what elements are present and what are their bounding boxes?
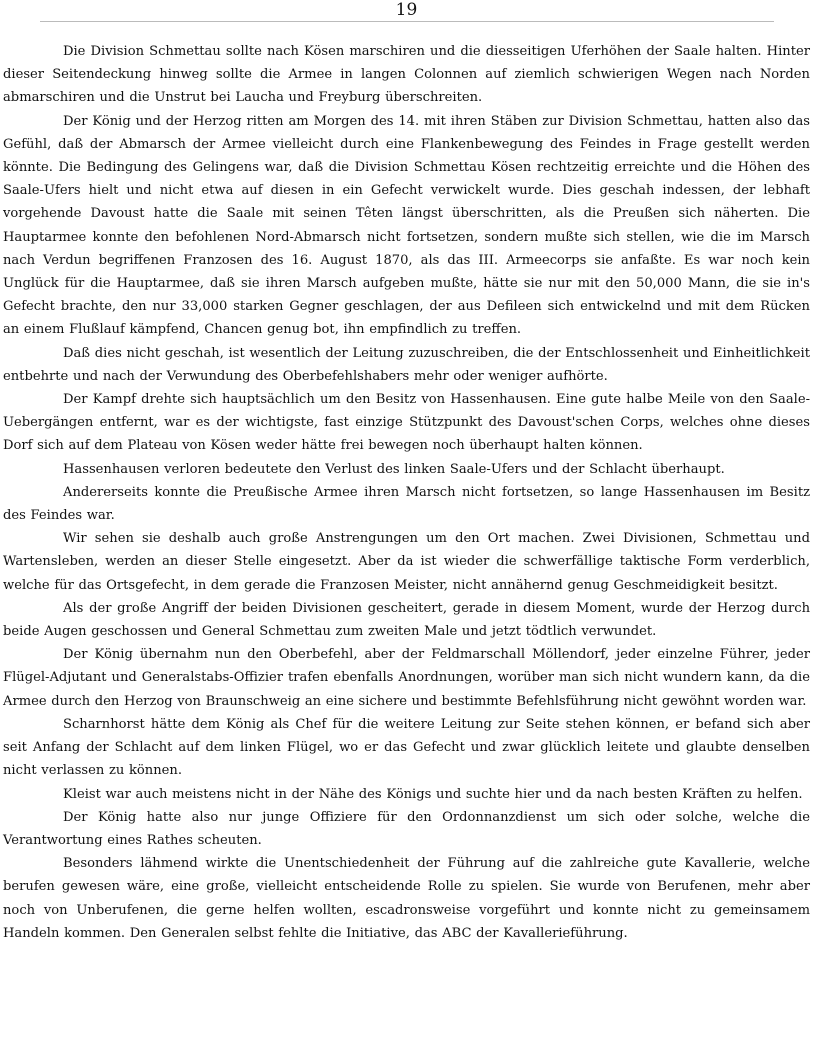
paragraph-5: Hassenhausen verloren bedeutete den Verlust des linken Saale-Ufers und der Schlacht überhaupt. bbox=[63, 461, 725, 477]
paragraph-11: Kleist war auch meistens nicht in der Nähe des Königs und suchte hier und da nach besten Kräften zu helfen. bbox=[63, 786, 803, 802]
paragraph-2: Der König und der Herzog ritten am Morgen des 14. mit ihren Stäben zur Division Schmettau, hatten also das Gefühl, daß der Abmarsch der Armee vielleicht durch eine Flankenbewegung des Feindes in Frage gestellt werden könnte. Die Bedingung des Gelingens war, daß die Division Schmettau Kösen rechtzeitig erreichte und die Höhen des Saale-Ufers hielt und nicht etwa auf diesen in ein Gefecht verwickelt wurde. Dies geschah indessen, der lebhaft vorgehende Davoust hatte die Saale mit seinen Têten längst überschritten, als die Preußen sich näherten. Die Hauptarmee konnte den befohlenen Nord-Abmarsch nicht fortsetzen, sondern mußte sich stellen, wie die im Marsch nach Verdun begriffenen Franzosen des 16. August 1870, als das III. Armeecorps sie anfaßte. Es war noch kein Unglück für die Hauptarmee, daß sie ihren Marsch aufgeben mußte, hätte sie nur mit den 50,000 Mann, die sie in's Gefecht brachte, den nur 33,000 starken Gegner geschlagen, der aus Defileen sich entwickelnd und mit dem Rücken an einem Flußlauf kämpfend, Chancen genug bot, ihn empfindlich zu treffen. bbox=[3, 113, 810, 338]
paragraph-7: Wir sehen sie deshalb auch große Anstrengungen um den Ort machen. Zwei Divisionen, Schmettau und Wartensleben, werden an dieser Stelle eingesetzt. Aber da ist wieder die schwerfällige taktische Form verderblich, welche für das Ortsgefecht, in dem gerade die Franzosen Meister, nicht annähernd genug Geschmeidigkeit besitzt. bbox=[3, 531, 810, 593]
paragraph-12: Der König hatte also nur junge Offiziere für den Ordonnanzdienst um sich oder solche, welche die Verantwortung eines Rathes scheuten. bbox=[3, 809, 810, 848]
page-number: 19 bbox=[395, 0, 418, 20]
paragraph-8: Als der große Angriff der beiden Divisionen gescheitert, gerade in diesem Moment, wurde der Herzog durch beide Augen geschossen und General Schmettau zum zweiten Male und jetzt tödtlich verwundet. bbox=[3, 600, 810, 640]
paragraph-3: Daß dies nicht geschah, ist wesentlich der Leitung zuzuschreiben, die der Entschlossenheit und Einheitlichkeit entbehrte und nach der Verwundung des Oberbefehlshabers mehr oder weniger aufhörte. bbox=[3, 345, 810, 384]
header-rule bbox=[40, 21, 774, 22]
paragraph-1: Die Division Schmettau sollte nach Kösen marschiren und die diesseitigen Uferhöhen der Saale halten. Hinter dieser Seitendeckung hinweg sollte die Armee in langen Colonnen auf ziemlich schwierigen Wegen nach Norden abmarschiren und die Unstrut bei Laucha und Freyburg überschreiten. bbox=[3, 44, 810, 106]
paragraph-4: Der Kampf drehte sich hauptsächlich um den Besitz von Hassenhausen. Eine gute halbe Meile von den Saale-Uebergängen entfernt, war es der wichtigste, fast einzige Stützpunkt des Davoust'schen Corps, welches ohne dieses Dorf sich auf dem Plateau von Kösen weder hätte frei bewegen noch überhaupt halten können. bbox=[3, 392, 810, 454]
paragraph-6: Andererseits konnte die Preußische Armee ihren Marsch nicht fortsetzen, so lange Hassenhausen im Besitz des Feindes war. bbox=[3, 484, 810, 524]
paragraph-10: Scharnhorst hätte dem König als Chef für die weitere Leitung zur Seite stehen können, er befand sich aber seit Anfang der Schlacht auf dem linken Flügel, wo er das Gefecht und zwar glücklich leitete und glaubte denselben nicht verlassen zu können. bbox=[3, 716, 810, 779]
body-text bbox=[3, 40, 810, 945]
paragraph-13: Besonders lähmend wirkte die Unentschiedenheit der Führung auf die zahlreiche gute Kavallerie, welche berufen gewesen wäre, eine große, vielleicht entscheidende Rolle zu spielen. Sie wurde von Berufenen, mehr aber noch von Unberufenen, die gerne helfen wollten, escadronsweise vorgeführt und konnte nicht zu gemeinsamem Handeln kommen. Den Generalen selbst fehlte die Initiative, das ABC der Kavallerieführung. bbox=[3, 856, 810, 941]
paragraph-9: Der König übernahm nun den Oberbefehl, aber der Feldmarschall Möllendorf, jeder einzelne Führer, jeder Flügel-Adjutant und Generalstabs-Offizier trafen ebenfalls Anordnungen, worüber man sich nicht wundern kann, da die Armee durch den Herzog von Braunschweig an eine sichere und bestimmte Befehlsführung nicht gewöhnt worden war. bbox=[3, 647, 810, 709]
